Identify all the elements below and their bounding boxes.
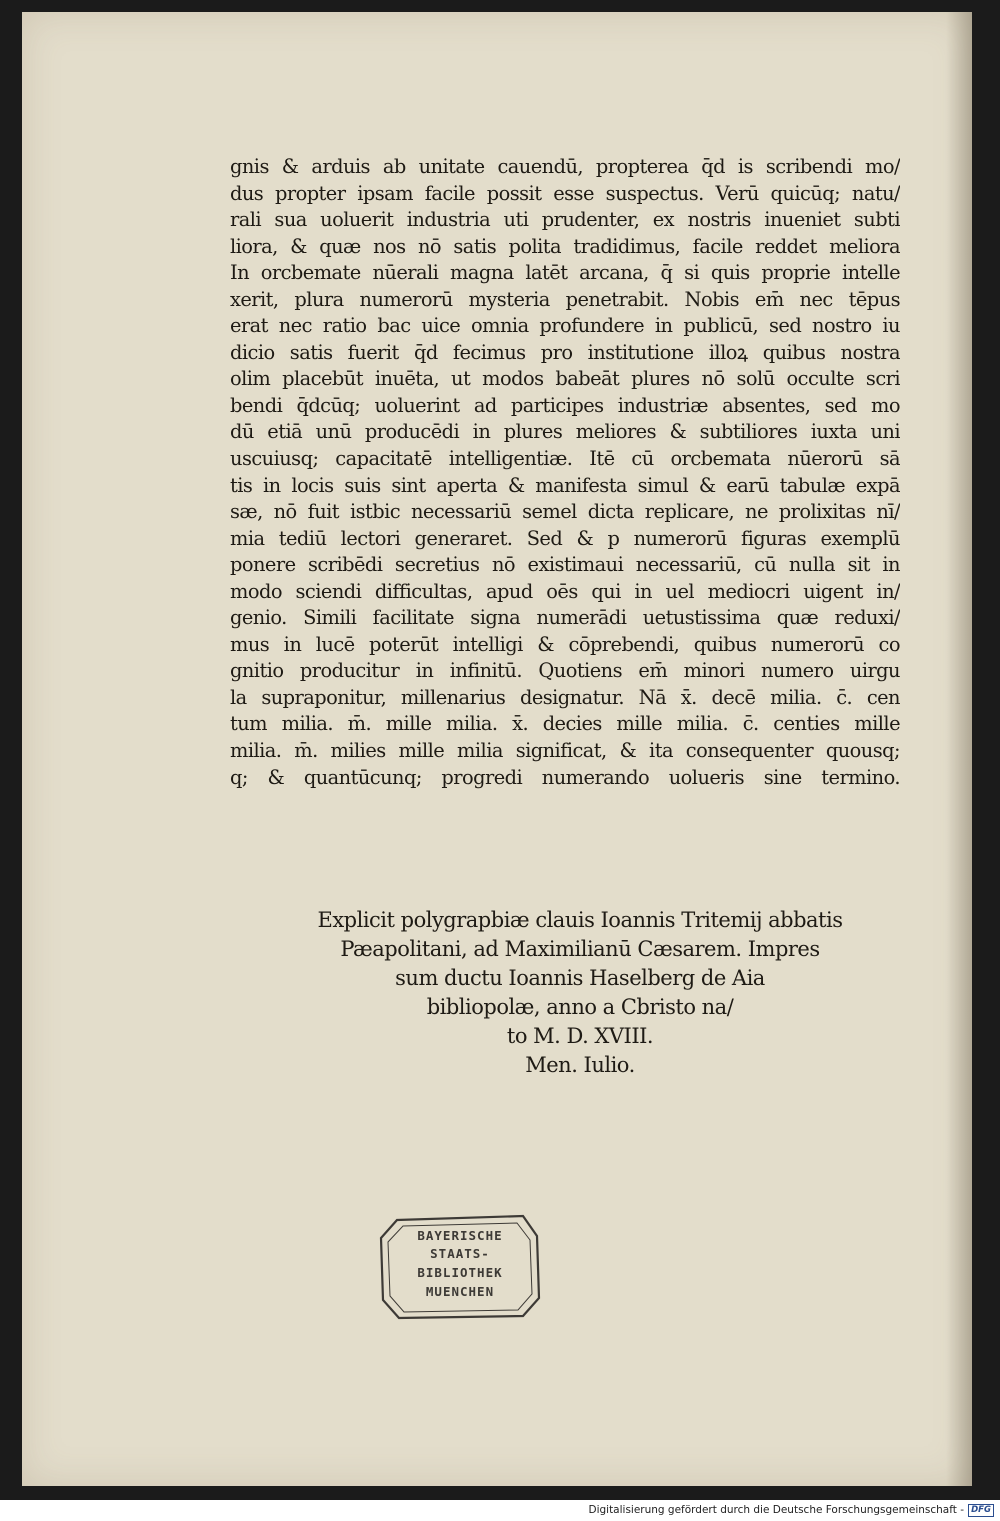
text-line: tum milia. m̄. mille milia. x̄. decies mille milia. c̄. centies mille	[230, 712, 900, 736]
text-line: dicio satis fuerit q̄d fecimus pro institutione illoꝝ quibus nostra	[230, 340, 900, 364]
text-line: xerit, plura numerorū mysteria penetrabit. Nobis em̄ nec tēpus	[230, 287, 900, 311]
text-line: bendi q̄dcūq; uoluerint ad participes industriæ absentes, sed mo	[230, 393, 900, 417]
text-line: erat nec ratio bac uice omnia profundere in publicū, sed nostro iu	[230, 314, 900, 338]
text-line: liora, & quæ nos nō satis polita tradidimus, facile reddet meliora	[230, 234, 900, 258]
text-line: ponere scribēdi secretius nō existimaui necessariū, cū nulla sit in	[230, 553, 900, 577]
colophon-line: Pæapolitani, ad Maximilianū Cæsarem. Impres	[340, 937, 820, 961]
text-line: gnitio producitur in infinitū. Quotiens em̄ minori numero uirgu	[230, 659, 900, 683]
stamp-line: BIBLIOTHEK	[417, 1265, 503, 1280]
colophon-line: to M. D. XVIII.	[506, 1024, 654, 1048]
text-line: genio. Simili facilitate signa numerādi uetustissima quæ reduxi/	[230, 606, 900, 630]
text-line: In orcbemate nūerali magna latēt arcana, q̄ si quis proprie intelle	[230, 261, 900, 285]
colophon-line: Men. Iulio.	[525, 1053, 635, 1077]
text-line: mia tediū lectori generaret. Sed & p numerorū figuras exemplū	[230, 526, 900, 550]
text-line: gnis & arduis ab unitate cauendū, propterea q̄d is scribendi mo/	[230, 155, 900, 178]
colophon-line: sum ductu Ioannis Haselberg de Aia	[395, 966, 765, 990]
text-line: la supraponitur, millenarius designatur. Nā x̄. decē milia. c̄. cen	[230, 685, 900, 709]
text-line: milia. m̄. milies mille milia significat, & ita consequenter quousq;	[230, 739, 900, 763]
text-line: olim placebūt inuēta, ut modos babeāt plures nō solū occulte scri	[230, 367, 900, 391]
text-line: sæ, nō fuit istbic necessariū semel dicta replicare, ne prolixitas nī/	[230, 500, 900, 524]
colophon-line: Explicit polygrapbiæ clauis Ioannis Tritemij abbatis	[317, 908, 843, 932]
footer-bar	[0, 1500, 1000, 1521]
stamp-line: STAATS-	[430, 1246, 490, 1261]
funding-notice: Digitalisierung gefördert durch die Deutsche Forschungsgemeinschaft -	[588, 1504, 964, 1516]
text-line: rali sua uoluerit industria uti prudenter, ex nostris inueniet subti	[230, 208, 900, 232]
main-text-block	[230, 154, 900, 791]
library-stamp	[379, 1214, 541, 1320]
colophon-line: bibliopolæ, anno a Cbristo na/	[426, 995, 734, 1019]
stamp-line: BAYERISCHE	[417, 1228, 503, 1243]
text-line: mus in lucē poterūt intelligi & cōprebendi, quibus numerorū co	[230, 632, 900, 656]
colophon	[280, 906, 880, 1080]
text-line: q; & quantūcunq; progredi numerando uolueris sine termino.	[230, 765, 900, 789]
text-line: uscuiusq; capacitatē intelligentiæ. Itē cū orcbemata nūerorū sā	[230, 447, 900, 471]
text-line: tis in locis suis sint aperta & manifesta simul & earū tabulæ expā	[230, 473, 900, 497]
page-edge-shadow	[946, 12, 972, 1486]
text-line: dū etiā unū producēdi in plures meliores & subtiliores iuxta uni	[230, 420, 900, 444]
dfg-logo-icon: DFG	[968, 1504, 994, 1517]
stamp-line: MUENCHEN	[425, 1284, 495, 1299]
text-line: dus propter ipsam facile possit esse suspectus. Verū quicūq; natu/	[230, 181, 900, 205]
text-line: modo sciendi difficultas, apud oēs qui in uel mediocri uigent in/	[230, 579, 900, 603]
